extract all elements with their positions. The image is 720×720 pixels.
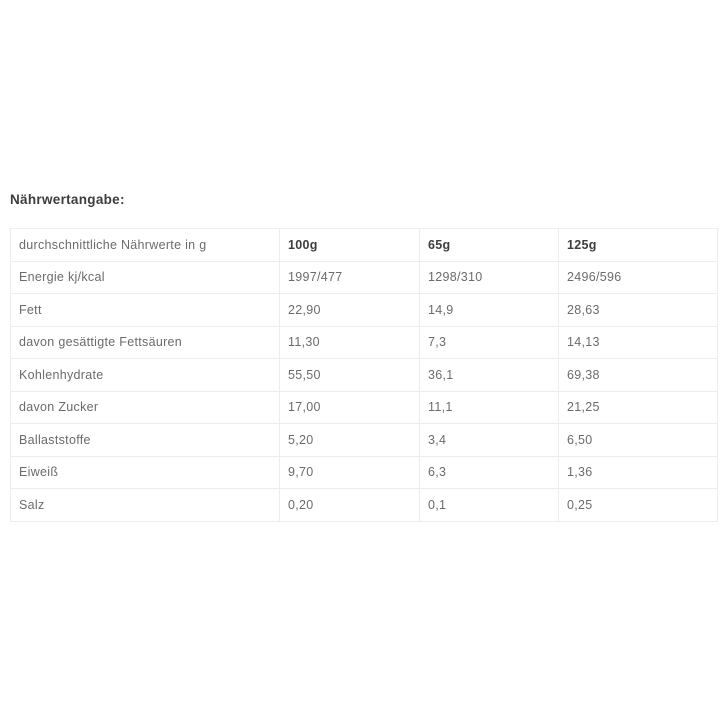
value-100g: 55,50 (280, 359, 420, 392)
column-header-100g: 100g (280, 229, 420, 262)
value-100g: 0,20 (280, 489, 420, 522)
value-125g: 0,25 (559, 489, 718, 522)
value-65g: 6,3 (420, 456, 559, 489)
column-header-65g: 65g (420, 229, 559, 262)
value-100g: 1997/477 (280, 261, 420, 294)
value-100g: 22,90 (280, 294, 420, 327)
nutrient-label: Energie kj/kcal (11, 261, 280, 294)
nutrient-label: Fett (11, 294, 280, 327)
nutrient-label: davon Zucker (11, 391, 280, 424)
value-65g: 7,3 (420, 326, 559, 359)
value-125g: 2496/596 (559, 261, 718, 294)
table-row (11, 294, 718, 327)
column-header-125g: 125g (559, 229, 718, 262)
value-100g: 5,20 (280, 424, 420, 457)
nutrient-label: Ballaststoffe (11, 424, 280, 457)
value-100g: 9,70 (280, 456, 420, 489)
value-65g: 3,4 (420, 424, 559, 457)
column-header-nutrients: durchschnittliche Nährwerte in g (11, 229, 280, 262)
value-125g: 69,38 (559, 359, 718, 392)
table-row (11, 391, 718, 424)
table-row (11, 424, 718, 457)
value-125g: 21,25 (559, 391, 718, 424)
value-125g: 14,13 (559, 326, 718, 359)
value-125g: 1,36 (559, 456, 718, 489)
value-65g: 14,9 (420, 294, 559, 327)
nutrient-label: Salz (11, 489, 280, 522)
value-65g: 0,1 (420, 489, 559, 522)
table-row (11, 359, 718, 392)
table-row (11, 261, 718, 294)
value-125g: 28,63 (559, 294, 718, 327)
value-65g: 11,1 (420, 391, 559, 424)
table-row (11, 456, 718, 489)
nutrition-table (10, 228, 718, 522)
table-row (11, 326, 718, 359)
nutrition-heading: Nährwertangabe: (10, 192, 125, 207)
value-100g: 11,30 (280, 326, 420, 359)
value-65g: 1298/310 (420, 261, 559, 294)
nutrient-label: davon gesättigte Fettsäuren (11, 326, 280, 359)
value-65g: 36,1 (420, 359, 559, 392)
table-header-row (11, 229, 718, 262)
value-125g: 6,50 (559, 424, 718, 457)
nutrient-label: Eiweiß (11, 456, 280, 489)
value-100g: 17,00 (280, 391, 420, 424)
table-row (11, 489, 718, 522)
nutrient-label: Kohlenhydrate (11, 359, 280, 392)
